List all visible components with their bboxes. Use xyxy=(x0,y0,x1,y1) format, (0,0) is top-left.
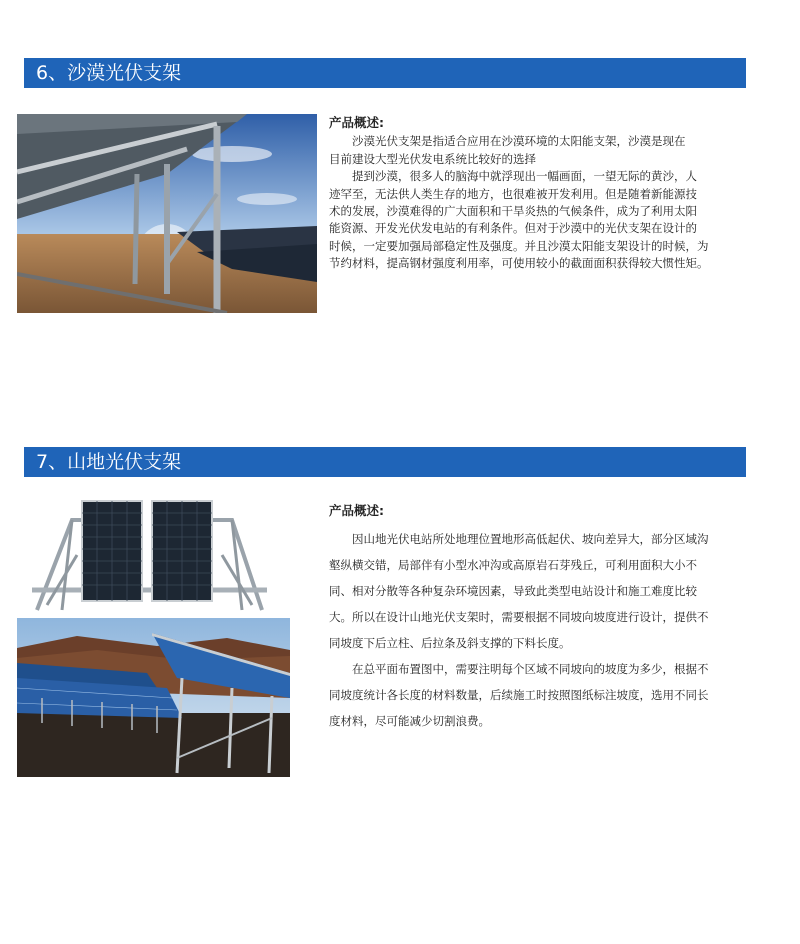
section-6-title: 6、沙漠光伏支架 xyxy=(36,62,182,84)
section-6-paragraph-1: 沙漠光伏支架是指适合应用在沙漠环境的太阳能支架，沙漠是现在 目前建设大型光伏发电系统比较好的选择 xyxy=(329,134,686,166)
section-6-description xyxy=(329,114,749,273)
section-7-paragraph-2: 在总平面布置图中，需要注明每个区域不同坡向的坡度为多少，根据不 同坡度统计各长度的材料数量，后续施工时按照图纸标注坡度，选用不同长 度材料，尽可能减少切割浪费。 xyxy=(329,662,709,728)
section-7-description xyxy=(329,498,759,734)
section-6-paragraph-2: 提到沙漠，很多人的脑海中就浮现出一幅画面，一望无际的黄沙，人 迹罕至，无法供人类生存的地方，也很难被开发利用。但是随着新能源技 术的发展，沙漠难得的广大面积和干旱炎热的气候条件，成为了利用太阳 能资源、开发光伏发电站的有利条件。但对于沙漠中的光伏支架在设计的 时候，一定要加强局部稳定性及强度。并且沙漠太阳能支架设计的时候，为 节约材料，提高钢材强度利用率，可使用较小的截面面积获得较大惯性矩。 xyxy=(329,169,709,271)
section-6-overview-label: 产品概述: xyxy=(329,115,384,130)
section-6-header xyxy=(24,58,746,88)
section-7-header xyxy=(24,447,746,477)
desert-mount-photo xyxy=(17,114,317,313)
mountain-mount-product-photo xyxy=(17,495,279,613)
mountain-site-photo xyxy=(17,618,290,777)
section-7-overview-label: 产品概述: xyxy=(329,503,384,518)
section-7-paragraph-1: 因山地光伏电站所处地理位置地形高低起伏、坡向差异大，部分区域沟 壑纵横交错，局部伴有小型水冲沟或高原岩石芽残丘，可利用面积大小不 同、相对分散等各种复杂环境因素，导致此类型电站设计和施工难度比较 大。所以在设计山地光伏支架时，需要根据不同坡向坡度进行设计，提供不 同坡度下后立柱、后拉条及斜支撑的下料长度。 xyxy=(329,532,709,650)
section-7-title: 7、山地光伏支架 xyxy=(36,451,182,473)
